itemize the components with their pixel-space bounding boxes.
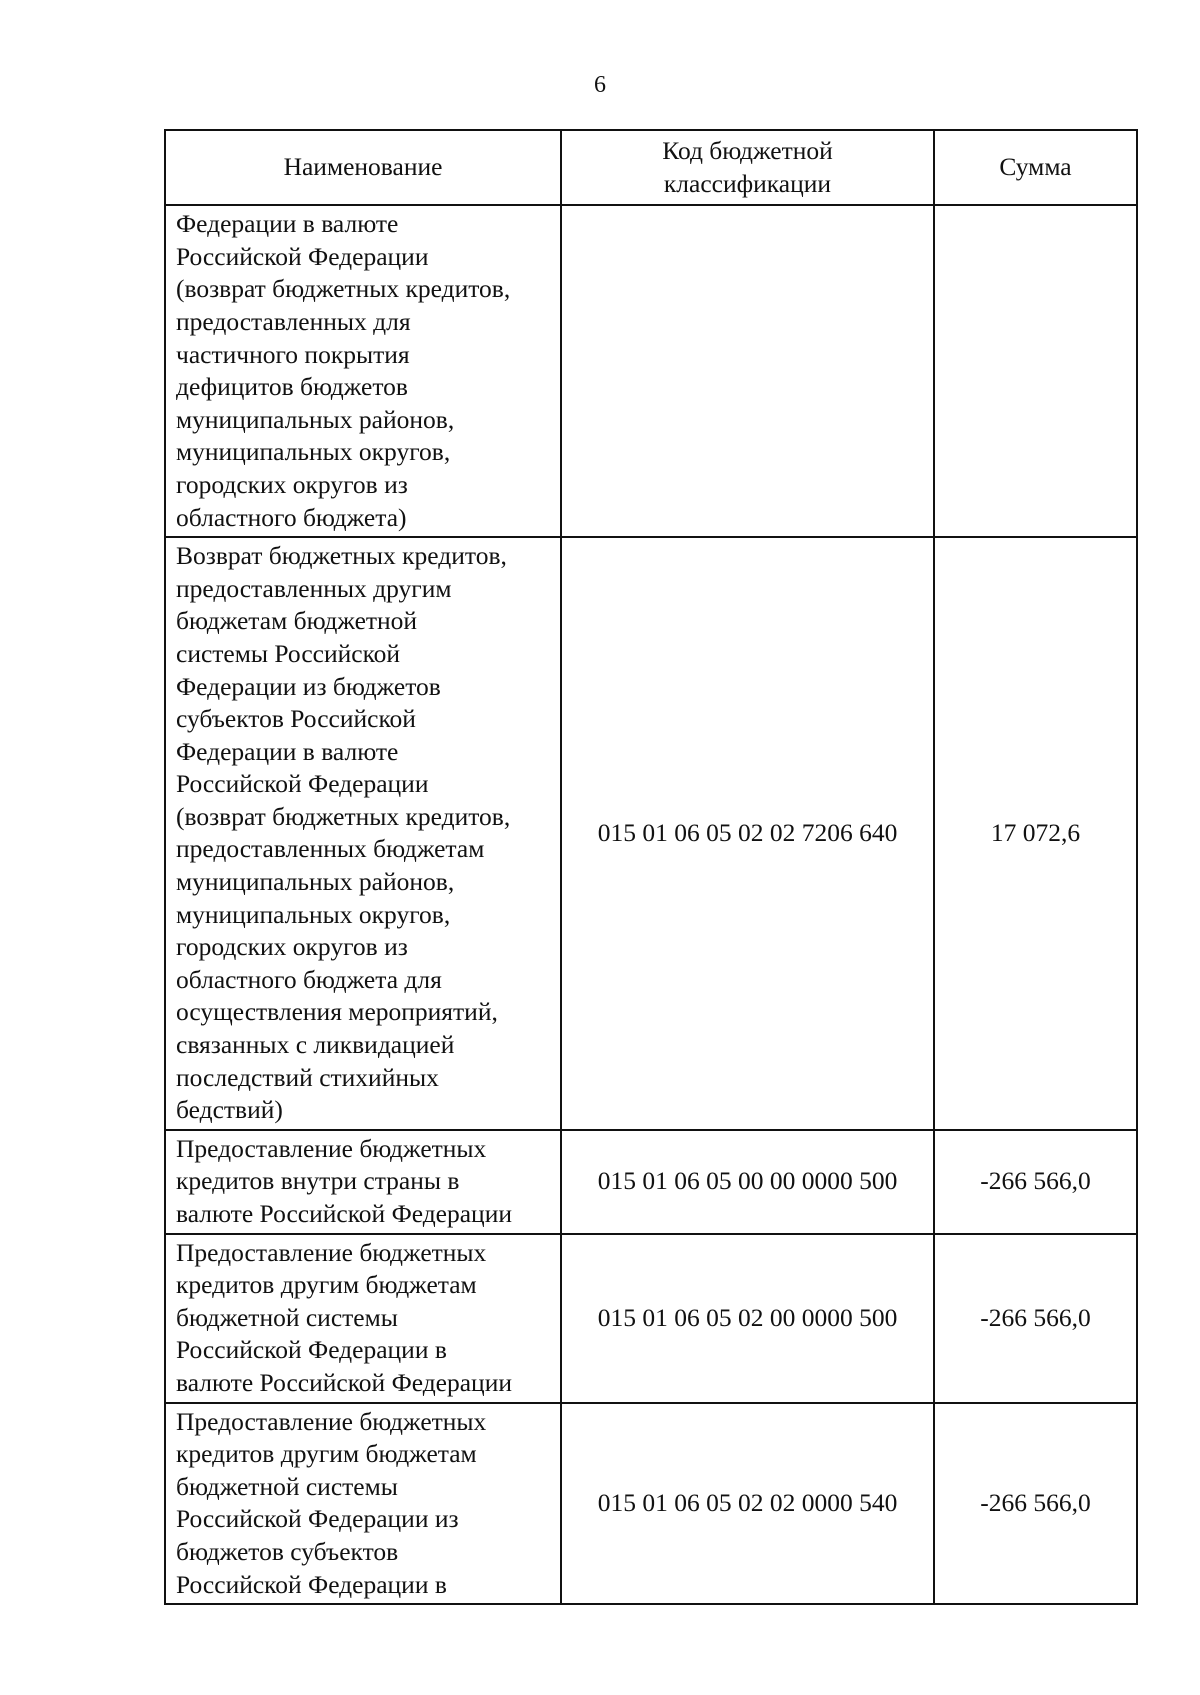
cell-code: 015 01 06 05 02 02 0000 540 xyxy=(561,1403,934,1605)
cell-name-line: бюджетной системы xyxy=(176,1471,398,1501)
cell-name-line: Предоставление бюджетных xyxy=(176,1133,487,1163)
cell-name-line: системы Российской xyxy=(176,638,401,668)
cell-name-line: Российской Федерации из xyxy=(176,1504,459,1534)
cell-name-line: осуществления мероприятий, xyxy=(176,997,498,1027)
cell-name-line: связанных с ликвидацией xyxy=(176,1030,455,1060)
cell-name-line: кредитов другим бюджетам xyxy=(176,1270,477,1300)
cell-name-line: (возврат бюджетных кредитов, xyxy=(176,274,511,304)
cell-sum xyxy=(934,205,1137,537)
cell-name-line: муниципальных районов, xyxy=(176,867,455,897)
table-row xyxy=(165,537,1137,1130)
cell-code: 015 01 06 05 00 00 0000 500 xyxy=(561,1130,934,1234)
cell-code: 015 01 06 05 02 00 0000 500 xyxy=(561,1234,934,1403)
cell-name-line: предоставленных другим xyxy=(176,573,452,603)
cell-name-line: городских округов из xyxy=(176,932,408,962)
cell-name-line: Федерации из бюджетов xyxy=(176,671,441,701)
cell-code: 015 01 06 05 02 02 7206 640 xyxy=(561,537,934,1130)
cell-name-line: Федерации в валюте xyxy=(176,209,399,239)
cell-sum: 17 072,6 xyxy=(934,537,1137,1130)
cell-sum: -266 566,0 xyxy=(934,1130,1137,1234)
table-row xyxy=(165,1403,1137,1605)
cell-name-line: муниципальных округов, xyxy=(176,899,451,929)
cell-name xyxy=(165,205,561,537)
cell-name xyxy=(165,1234,561,1403)
cell-name-line: дефицитов бюджетов xyxy=(176,372,408,402)
cell-name-line: бюджетам бюджетной xyxy=(176,606,418,636)
cell-name-line: (возврат бюджетных кредитов, xyxy=(176,801,511,831)
budget-table xyxy=(164,129,1138,1605)
cell-name xyxy=(165,537,561,1130)
cell-name-line: муниципальных районов, xyxy=(176,404,455,434)
cell-name-line: муниципальных округов, xyxy=(176,437,451,467)
cell-name-line: Российской Федерации xyxy=(176,769,429,799)
table-row xyxy=(165,1234,1137,1403)
cell-name-line: Российской Федерации xyxy=(176,241,429,271)
cell-name xyxy=(165,1130,561,1234)
header-sum: Сумма xyxy=(934,130,1137,205)
table-header-row xyxy=(165,130,1137,205)
header-name: Наименование xyxy=(165,130,561,205)
cell-name-line: кредитов внутри страны в xyxy=(176,1166,460,1196)
cell-name-line: Федерации в валюте xyxy=(176,736,399,766)
cell-name-line: бюджетов субъектов xyxy=(176,1536,399,1566)
cell-name-line: областного бюджета) xyxy=(176,502,407,532)
cell-name-line: Предоставление бюджетных xyxy=(176,1237,487,1267)
table-row xyxy=(165,205,1137,537)
page-number: 6 xyxy=(594,72,606,98)
cell-name-line: предоставленных для xyxy=(176,306,411,336)
cell-name-line: предоставленных бюджетам xyxy=(176,834,485,864)
cell-name-line: Предоставление бюджетных xyxy=(176,1406,487,1436)
cell-sum: -266 566,0 xyxy=(934,1234,1137,1403)
cell-code xyxy=(561,205,934,537)
cell-name-line: бедствий) xyxy=(176,1095,283,1125)
header-code-line: Код бюджетной xyxy=(662,136,833,165)
cell-name-line: частичного покрытия xyxy=(176,339,410,369)
cell-name-line: валюте Российской Федерации xyxy=(176,1199,512,1228)
cell-name-line: бюджетной системы xyxy=(176,1302,398,1332)
cell-name-line: Российской Федерации в xyxy=(176,1335,447,1365)
cell-name-line: городских округов из xyxy=(176,469,408,499)
cell-name-line: субъектов Российской xyxy=(176,704,416,734)
cell-sum: -266 566,0 xyxy=(934,1403,1137,1605)
cell-name-line: областного бюджета для xyxy=(176,964,442,994)
table-row xyxy=(165,1130,1137,1234)
cell-name-line: валюте Российской Федерации xyxy=(176,1367,512,1397)
cell-name-line: Возврат бюджетных кредитов, xyxy=(176,541,507,571)
header-code-line: классификации xyxy=(663,168,832,198)
header-code xyxy=(561,130,934,205)
cell-name-line: кредитов другим бюджетам xyxy=(176,1439,477,1469)
cell-name xyxy=(165,1403,561,1605)
cell-name-line: Российской Федерации в xyxy=(176,1569,447,1599)
cell-name-line: последствий стихийных xyxy=(176,1062,439,1092)
